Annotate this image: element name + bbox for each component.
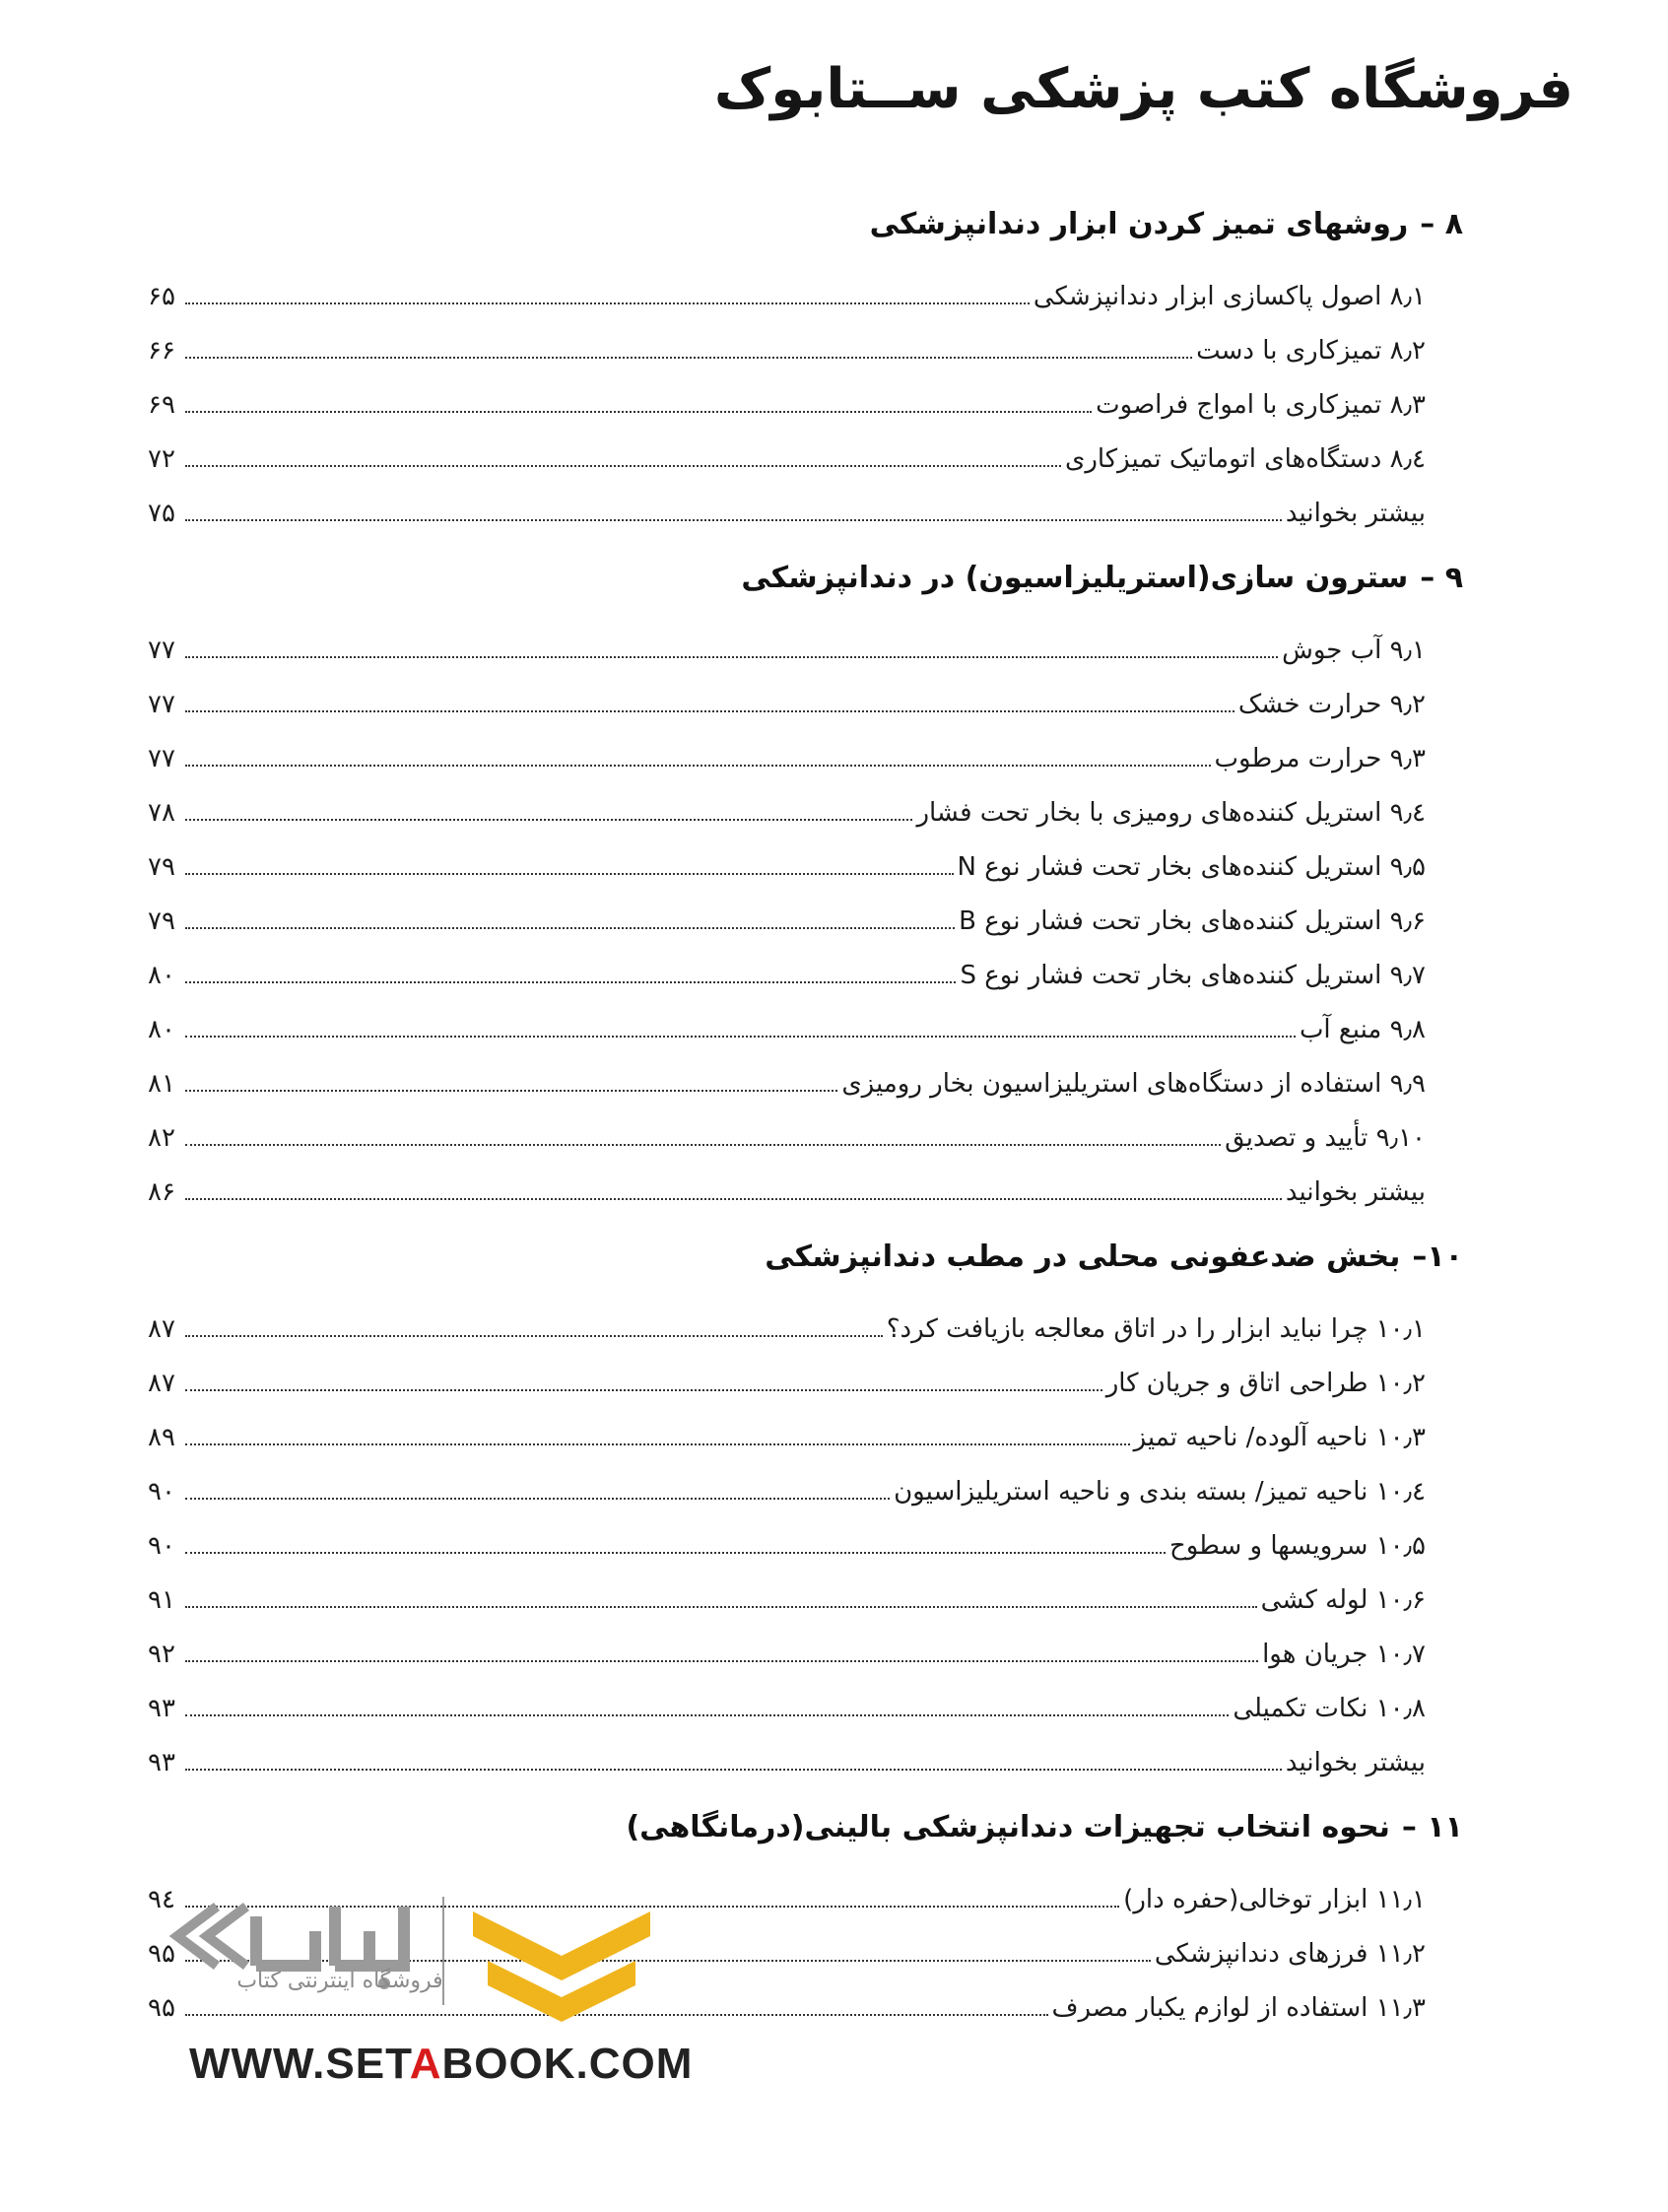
dot-leader [185, 1035, 1296, 1038]
toc-entry-page: ۸۹ [148, 1423, 175, 1452]
url-suffix: BOOK.COM [441, 2040, 694, 2088]
toc-entry-label: ۹٫۲ حرارت خشک [1237, 690, 1426, 719]
dot-leader [185, 518, 1282, 521]
toc-entry [148, 270, 1463, 324]
toc-entry-label: ۹٫۳ حرارت مرطوب [1214, 744, 1426, 773]
section-heading [148, 1804, 1463, 1851]
toc-entry [148, 1411, 1463, 1465]
toc-entry-page: ۹۲ [148, 1640, 175, 1669]
toc-entry [148, 433, 1463, 487]
toc-entry [148, 378, 1463, 433]
toc-entry [148, 1357, 1463, 1411]
toc-entry-page: ۸۰ [148, 1015, 175, 1044]
toc-entry-label: ۹٫٤ استریل کننده‌های رومیزی با بخار تحت فشار [916, 798, 1426, 828]
toc-entry [148, 624, 1463, 678]
toc-entry-label: ۹٫۵ استریل کننده‌های بخار تحت فشار نوع N [957, 852, 1426, 882]
section-number: ۱۰– [1412, 1240, 1463, 1274]
toc-entry-label: ۱۰٫۸ نکات تکمیلی [1233, 1694, 1426, 1723]
toc-entry [148, 678, 1463, 732]
toc-entry [148, 1465, 1463, 1519]
toc-entry [148, 1057, 1463, 1111]
toc-entry-page: ۹٤ [148, 1885, 175, 1914]
dot-leader [185, 1659, 1258, 1662]
toc-entry [148, 487, 1463, 541]
toc-entry-label: ۱۰٫۲ طراحی اتاق و جریان کار [1105, 1369, 1426, 1398]
dot-leader [185, 1713, 1229, 1716]
dot-leader [185, 655, 1278, 658]
toc-entry-page: ۷۵ [148, 499, 175, 528]
toc-entry-label: ۱۱٫۳ استفاده از لوازم یکبار مصرف [1051, 1993, 1426, 2023]
toc-entry-page: ۹۰ [148, 1477, 175, 1507]
section-title: روشهای تمیز کردن ابزار دندانپزشکی [869, 207, 1409, 241]
toc-entry-label: ۱۱٫۱ ابزار توخالی(حفره دار) [1123, 1885, 1426, 1914]
section-heading [148, 201, 1463, 248]
url-prefix: WWW.SET [189, 2040, 410, 2088]
toc-entry-page: ۸۲ [148, 1123, 175, 1153]
section-title: نحوه انتخاب تجهیزات دندانپزشکی بالینی(درمانگاهی) [626, 1810, 1390, 1844]
toc-entry-page: ۶۶ [148, 336, 175, 366]
toc-entry-label: بیشتر بخوانید [1285, 1748, 1426, 1777]
dot-leader [185, 1388, 1102, 1391]
website-url [189, 2040, 693, 2089]
toc-entry-page: ۷۷ [148, 744, 175, 773]
toc-entry-label: ۱۰٫۶ لوله کشی [1260, 1585, 1426, 1615]
toc-entry-page: ۹۳ [148, 1694, 175, 1723]
toc-entry [148, 1303, 1463, 1357]
toc-entry-label: ۹٫۷ استریل کننده‌های بخار تحت فشار نوع S [960, 961, 1426, 990]
dot-leader [185, 410, 1092, 413]
toc-entry-page: ۷۹ [148, 906, 175, 936]
section-number: ۹ – [1420, 561, 1463, 595]
dot-leader [185, 1089, 837, 1092]
toc-entry-label: ۱۰٫۵ سرویسها و سطوح [1168, 1531, 1426, 1561]
section-heading [148, 555, 1463, 602]
toc-entry [148, 1574, 1463, 1628]
url-accent: A [409, 2040, 442, 2088]
section-number: ۸ – [1420, 207, 1463, 241]
dot-leader [185, 1551, 1166, 1554]
toc-entry [148, 1736, 1463, 1790]
toc-entry-page: ۹۱ [148, 1585, 175, 1615]
toc-entry-page: ۸۷ [148, 1314, 175, 1344]
dot-leader [185, 926, 955, 929]
toc-entry [148, 949, 1463, 1003]
section-heading [148, 1234, 1463, 1281]
toc-entry-page: ۶۵ [148, 282, 175, 311]
toc-entry-label: ۹٫۱ آب جوش [1282, 636, 1426, 665]
toc-entry-label: ۹٫۶ استریل کننده‌های بخار تحت فشار نوع B [959, 906, 1426, 936]
toc-entry-page: ۷۸ [148, 798, 175, 828]
section-title: سترون سازی(استریلیزاسیون) در دندانپزشکی [741, 561, 1409, 595]
dot-leader [185, 1143, 1221, 1146]
toc-entry [148, 324, 1463, 378]
page-title: فروشگاه کتب پزشکی ســتابوک [713, 57, 1573, 121]
toc-entry-label: ۸٫۳ تمیزکاری با امواج فراصوت [1096, 390, 1426, 420]
toc-entry [148, 1682, 1463, 1736]
toc-entry-page: ۷۷ [148, 690, 175, 719]
toc-entry-label: ۹٫۱۰ تأیید و تصدیق [1225, 1123, 1426, 1153]
dot-leader [185, 464, 1061, 467]
toc-entry-page: ۶۹ [148, 390, 175, 420]
toc-entry-label: ۸٫۱ اصول پاکسازی ابزار دندانپزشکی [1033, 282, 1426, 311]
toc-entry [148, 1003, 1463, 1057]
toc-entry-page: ۹۵ [148, 1993, 175, 2023]
dot-leader [185, 356, 1192, 359]
toc-entry-label: بیشتر بخوانید [1285, 499, 1426, 528]
table-of-contents [148, 187, 1463, 2036]
toc-entry-label: بیشتر بخوانید [1285, 1177, 1426, 1207]
toc-entry-page: ۸۷ [148, 1369, 175, 1398]
toc-entry-page: ۸۱ [148, 1069, 175, 1099]
dot-leader [185, 1442, 1130, 1445]
dot-leader [185, 1197, 1282, 1200]
dot-leader [185, 709, 1234, 712]
toc-entry-page: ۸۰ [148, 961, 175, 990]
toc-entry-label: ۱۰٫۳ ناحیه آلوده/ ناحیه تمیز [1133, 1423, 1426, 1452]
dot-leader [185, 1768, 1282, 1771]
dot-leader [185, 302, 1030, 304]
toc-entry-page: ۸۶ [148, 1177, 175, 1207]
toc-entry [148, 786, 1463, 840]
dot-leader [185, 872, 954, 875]
toc-entry [148, 895, 1463, 949]
brand-subtitle: فروشگاه اینترنتی کتاب [236, 1969, 443, 1993]
toc-entry [148, 1519, 1463, 1574]
dot-leader [185, 1605, 1257, 1608]
toc-entry-label: ۱۰٫٤ ناحیه تمیز/ بسته بندی و ناحیه استریلیزاسیون [894, 1477, 1426, 1507]
toc-entry-label: ۱۱٫۲ فرزهای دندانپزشکی [1154, 1939, 1426, 1969]
toc-entry-label: ۱۰٫۱ چرا نباید ابزار را در اتاق معالجه بازیافت کرد؟ [886, 1314, 1426, 1344]
toc-entry-label: ۱۰٫۷ جریان هوا [1262, 1640, 1426, 1669]
toc-entry-page: ۹۳ [148, 1748, 175, 1777]
dot-leader [185, 764, 1211, 767]
dot-leader [185, 980, 956, 983]
toc-entry-page: ۷۷ [148, 636, 175, 665]
toc-entry [148, 1111, 1463, 1166]
toc-entry [148, 732, 1463, 786]
section-number: ۱۱ – [1401, 1810, 1463, 1844]
toc-entry-label: ۸٫٤ دستگاه‌های اتوماتیک تمیزکاری [1064, 444, 1426, 474]
toc-entry-label: ۸٫۲ تمیزکاری با دست [1196, 336, 1426, 366]
section-title: بخش ضدعفونی محلی در مطب دندانپزشکی [765, 1240, 1401, 1274]
toc-entry-page: ۷۲ [148, 444, 175, 474]
toc-entry-page: ۷۹ [148, 852, 175, 882]
dot-leader [185, 1334, 883, 1337]
dot-leader [185, 818, 912, 821]
toc-entry-page: ۹۵ [148, 1939, 175, 1969]
toc-entry [148, 1166, 1463, 1220]
dot-leader [185, 1497, 890, 1500]
toc-entry-label: ۹٫۹ استفاده از دستگاه‌های استریلیزاسیون بخار رومیزی [841, 1069, 1426, 1099]
toc-entry-page: ۹۰ [148, 1531, 175, 1561]
toc-entry-label: ۹٫۸ منبع آب [1299, 1015, 1426, 1044]
toc-entry [148, 840, 1463, 895]
toc-entry [148, 1628, 1463, 1682]
